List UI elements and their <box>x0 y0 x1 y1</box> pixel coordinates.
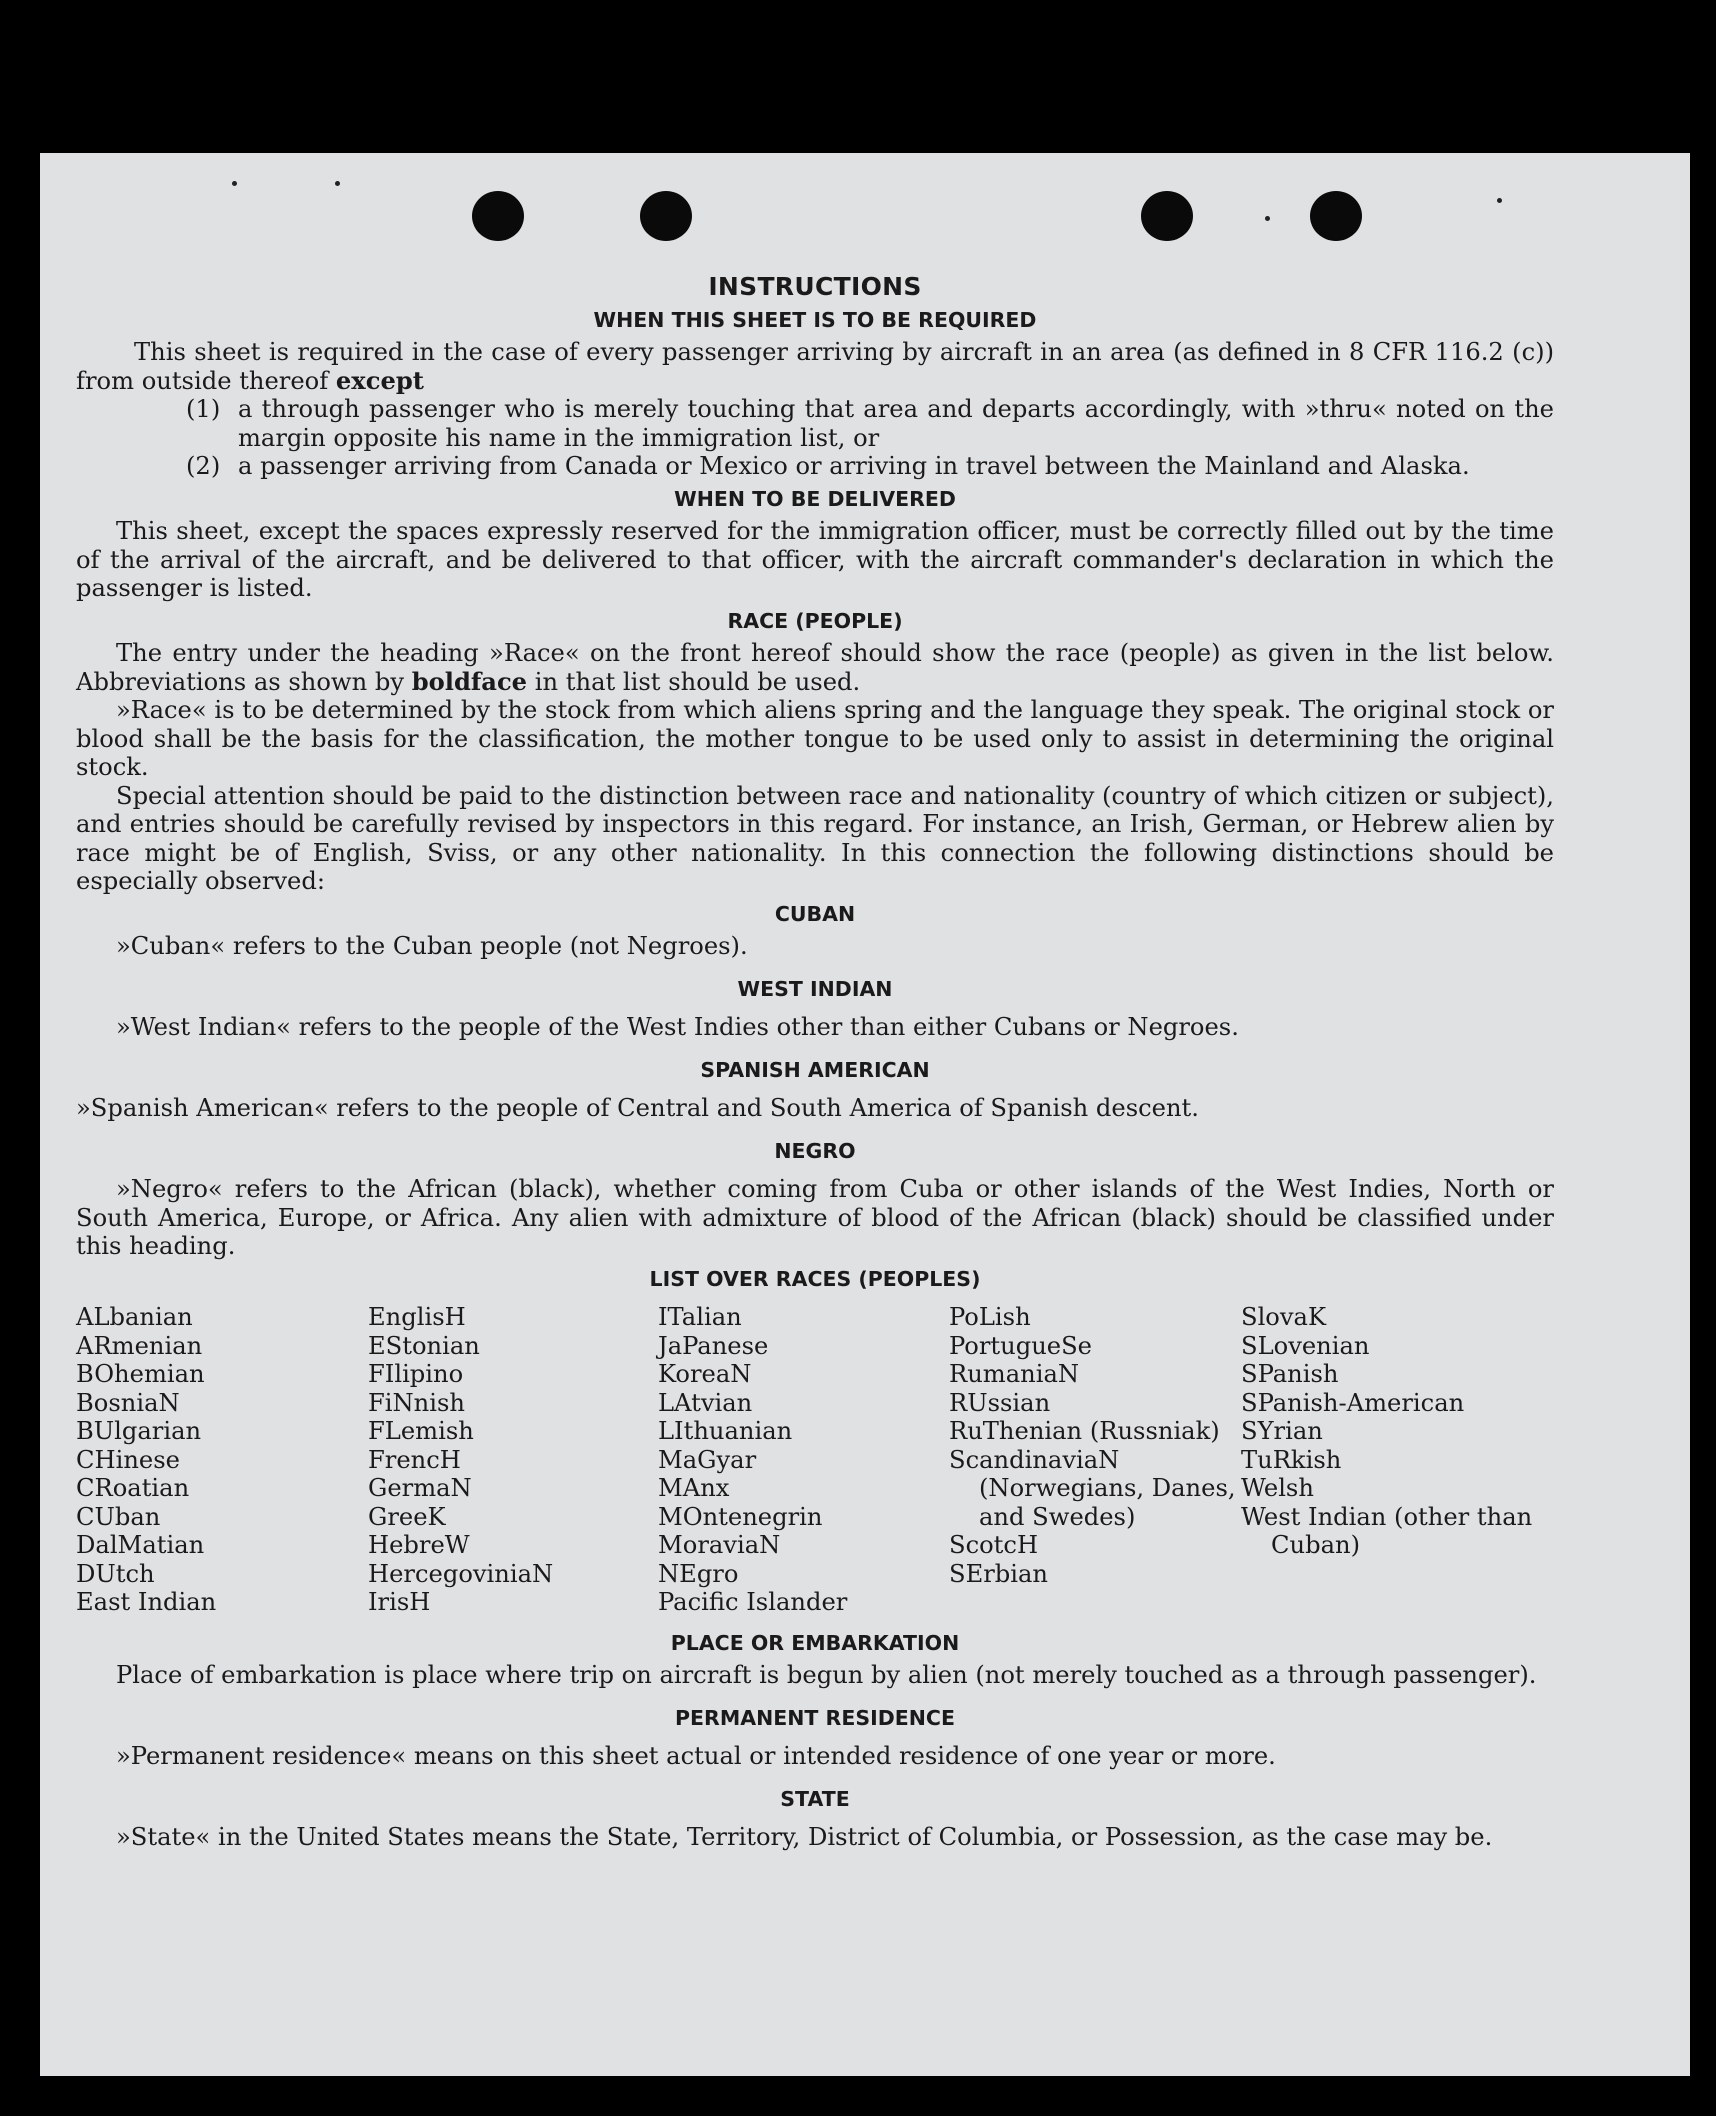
heading-races-list: LIST OVER RACES (PEOPLES) <box>649 1266 981 1291</box>
paragraph-cuban: »Cuban« refers to the Cuban people (not Negroes). <box>116 932 748 960</box>
race-entry: FrencH <box>368 1445 461 1474</box>
heading-when-required: WHEN THIS SHEET IS TO BE REQUIRED <box>593 307 1037 332</box>
race-entry: SlovaK <box>1241 1303 1327 1331</box>
race-entry: BOhemian <box>76 1360 205 1388</box>
race-entry: West Indian (other than Cuban) <box>1241 1502 1533 1559</box>
punch-hole <box>1310 191 1362 241</box>
race-entry: Welsh <box>1241 1474 1314 1502</box>
race-entry: SLovenian <box>1241 1331 1370 1360</box>
item-text: a passenger arriving from Canada or Mexico or arriving in travel between the Mainland and Alaska. <box>238 452 1470 480</box>
race-entry: HebreW <box>368 1531 470 1559</box>
race-entry: EStonian <box>368 1331 480 1360</box>
heading-embarkation: PLACE OR EMBARKATION <box>670 1630 960 1655</box>
race-entry: ITalian <box>658 1303 742 1331</box>
race-entry: ARmenian <box>76 1331 203 1360</box>
heading-state: STATE <box>780 1786 850 1811</box>
speck <box>232 181 237 186</box>
race-entry: CUban <box>76 1502 161 1531</box>
race-entry: CRoatian <box>76 1474 190 1502</box>
race-entry: GermaN <box>368 1474 472 1502</box>
race-entry: RumaniaN <box>949 1360 1080 1388</box>
paragraph-race-3: Special attention should be paid to the distinction between race and nationality (country of which citizen or subject), and entries should be carefully revised by inspectors in this regard. For instance, an Irish, German, or Hebrew alien by race might be of English, Sviss, or any other nationality. In this connection the following distinctions should be especially observed: <box>76 781 1554 895</box>
race-entry: East Indian <box>76 1588 217 1616</box>
speck <box>1265 216 1270 221</box>
race-entry: Pacific Islander <box>658 1588 848 1616</box>
document-sheet <box>40 153 1690 2076</box>
race-entry: SErbian <box>949 1559 1049 1588</box>
list-item <box>186 395 1554 452</box>
race-entry: SPanish <box>1241 1360 1339 1388</box>
heading-west-indian: WEST INDIAN <box>737 976 893 1001</box>
paragraph-spanish-american: »Spanish American« refers to the people of Central and South America of Spanish descent. <box>76 1094 1199 1122</box>
races-list <box>76 1303 1554 1617</box>
page-title: INSTRUCTIONS <box>708 272 922 301</box>
paragraph-negro: »Negro« refers to the African (black), whether coming from Cuba or other islands of the West Indies, North or South America, Europe, or Africa. Any alien with admixture of blood of the African (black) should be classified under this heading. <box>76 1175 1554 1260</box>
paragraph-race-2: »Race« is to be determined by the stock from which aliens spring and the language they speak. The original stock or blood shall be the basis for the classification, the mother tongue to be used only to assist in determining the original stock. <box>76 696 1554 781</box>
race-entry: MoraviaN <box>658 1531 781 1559</box>
race-entry: DUtch <box>76 1559 155 1588</box>
race-entry: FiNnish <box>368 1388 465 1417</box>
race-entry: GreeK <box>368 1502 446 1531</box>
race-entry: MAnx <box>658 1474 730 1502</box>
race-entry: HercegoviniaN <box>368 1559 554 1588</box>
race-entry: FLemish <box>368 1417 474 1445</box>
race-entry: PortugueSe <box>949 1331 1092 1360</box>
list-item <box>186 452 1554 481</box>
heading-race: RACE (PEOPLE) <box>727 608 903 633</box>
race-entry: ScotcH <box>949 1531 1039 1559</box>
race-entry: RUssian <box>949 1388 1051 1417</box>
paragraph-state: »State« in the United States means the State, Territory, District of Columbia, or Possession, as the case may be. <box>116 1823 1493 1851</box>
race-p1-bold: boldface <box>411 666 528 696</box>
instructions-content <box>76 263 1554 1852</box>
race-entry: ScandinaviaN (Norwegians, Danes, and Swedes) <box>949 1445 1236 1531</box>
races-column <box>76 1303 368 1617</box>
heading-when-delivered: WHEN TO BE DELIVERED <box>674 486 956 511</box>
race-entry: FIlipino <box>368 1360 464 1388</box>
race-entry: CHinese <box>76 1445 180 1474</box>
race-entry: PoLish <box>949 1303 1031 1331</box>
speck <box>1497 198 1502 203</box>
paragraph-embarkation: Place of embarkation is place where trip on aircraft is begun by alien (not merely touched as a through passenger). <box>116 1661 1537 1689</box>
races-column <box>1241 1303 1541 1617</box>
paragraph-west-indian: »West Indian« refers to the people of the West Indies other than either Cubans or Negroes. <box>116 1013 1239 1041</box>
punch-hole <box>472 191 524 241</box>
race-entry: LIthuanian <box>658 1417 793 1445</box>
speck <box>335 181 340 186</box>
paragraph-when-required <box>76 338 1554 395</box>
paragraph-residence: »Permanent residence« means on this sheet actual or intended residence of one year or more. <box>116 1742 1276 1770</box>
race-p1-b: in that list should be used. <box>534 667 861 696</box>
item-number: (1) <box>186 395 221 423</box>
race-entry: ALbanian <box>76 1303 193 1331</box>
race-entry: RuThenian (Russniak) <box>949 1417 1220 1445</box>
paragraph-when-delivered: This sheet, except the spaces expressly reserved for the immigration officer, must be correctly filled out by the time of the arrival of the aircraft, and be delivered to that officer, with the aircraft commander's declaration in which the passenger is listed. <box>76 517 1554 602</box>
races-column <box>949 1303 1241 1617</box>
heading-cuban: CUBAN <box>774 901 856 926</box>
race-entry: EnglisH <box>368 1303 466 1331</box>
races-column <box>368 1303 658 1617</box>
paragraph-race-1 <box>76 639 1554 696</box>
race-entry: TuRkish <box>1241 1445 1342 1474</box>
race-entry: BosniaN <box>76 1388 180 1417</box>
heading-residence: PERMANENT RESIDENCE <box>675 1705 955 1730</box>
race-entry: MaGyar <box>658 1445 757 1474</box>
heading-spanish-american: SPANISH AMERICAN <box>700 1057 930 1082</box>
when-required-except: except <box>335 365 424 395</box>
when-required-intro: This sheet is required in the case of every passenger arriving by aircraft in an area (as defined in 8 CFR 116.2 (c)) from outside thereof <box>76 338 1554 395</box>
race-entry: SYrian <box>1241 1417 1323 1445</box>
race-entry: KoreaN <box>658 1360 752 1388</box>
race-entry: LAtvian <box>658 1388 753 1417</box>
race-entry: IrisH <box>368 1588 431 1616</box>
race-entry: MOntenegrin <box>658 1502 823 1531</box>
race-entry: DalMatian <box>76 1531 205 1559</box>
punch-hole <box>1141 191 1193 241</box>
race-entry: SPanish-American <box>1241 1388 1465 1417</box>
punch-hole <box>640 191 692 241</box>
item-number: (2) <box>186 452 221 480</box>
heading-negro: NEGRO <box>774 1138 856 1163</box>
race-entry: BUlgarian <box>76 1417 202 1445</box>
item-text: a through passenger who is merely touching that area and departs accordingly, with »thru« noted on the margin opposite his name in the immigration list, or <box>238 395 1554 452</box>
race-entry: NEgro <box>658 1559 739 1588</box>
race-p1-a: The entry under the heading »Race« on the front hereof should show the race (people) as given in the list below. Abbreviations as shown by <box>76 639 1554 696</box>
race-entry: JaPanese <box>658 1331 769 1360</box>
races-column <box>658 1303 949 1617</box>
